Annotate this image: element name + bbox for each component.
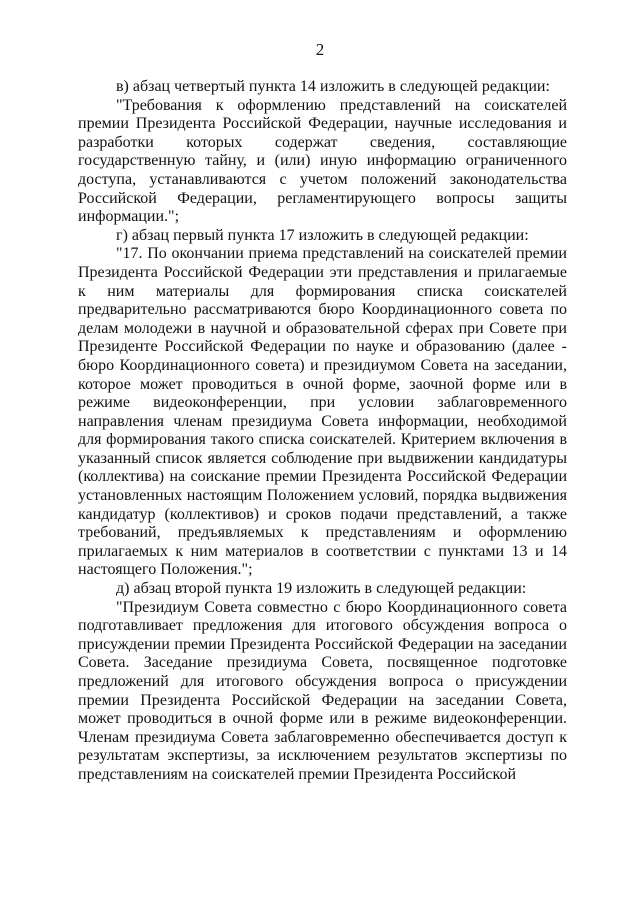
page-number: 2 [315,40,325,59]
paragraph-item-g-heading: г) абзац первый пункта 17 изложить в следующей редакции: [116,226,529,244]
paragraph-item-d-heading: д) абзац второй пункта 19 изложить в следующей редакции: [116,580,527,598]
paragraph-item-d-text: "Президиум Совета совместно с бюро Координационного совета подготавливает предложения для итогового обсуждения вопроса о присуждении премии Президента Российской Федерации на заседании Совета. Заседание президиума Совета, посвященное подготовке предложений для итогового обсуждения вопроса о присуждении премии Президента Российской Федерации на заседании Совета, может проводиться в очной форме или в режиме видеоконференции. Членам президиума Совета заблаговременно обеспечивается доступ к результатам экспертизы, за исключением результатов экспертизы по представлениям на соискателей премии Президента Российской [78,598,567,783]
document-body [78,78,567,785]
paragraph-item-v-text: "Требования к оформлению представлений на соискателей премии Президента Российской Федерации, научные исследования и разработки которых содержат сведения, составляющие государственную тайну, и (или) иную информацию ограниченного доступа, устанавливаются с учетом положений законодательства Российской Федерации, регламентирующего вопросы защиты информации."; [78,96,567,226]
paragraph-item-g-text: "17. По окончании приема представлений на соискателей премии Президента Российской Федерации эти представления и прилагаемые к ним материалы для формирования списка соискателей предварительно рассматриваются бюро Координационного совета по делам молодежи в научной и образовательной сферах при Совете при Президенте Российской Федерации по науке и образованию (далее - бюро Координационного совета) и президиумом Совета на заседании, которое может проводиться в очной форме, заочной форме или в режиме видеоконференции, при условии заблаговременного направления членам президиума Совета информации, необходимой для формирования такого списка соискателей. Критерием включения в указанный список является соблюдение при выдвижении кандидатуры (коллектива) на соискание премии Президента Российской Федерации установленных настоящим Положением условий, порядка выдвижения кандидатур (коллективов) и сроков подачи представлений, а также требований, предъявляемых к представлениям и оформлению прилагаемых к ним материалов в соответствии с пунктами 13 и 14 настоящего Положения."; [78,245,567,579]
paragraph-item-v-heading: в) абзац четвертый пункта 14 изложить в следующей редакции: [116,78,550,95]
